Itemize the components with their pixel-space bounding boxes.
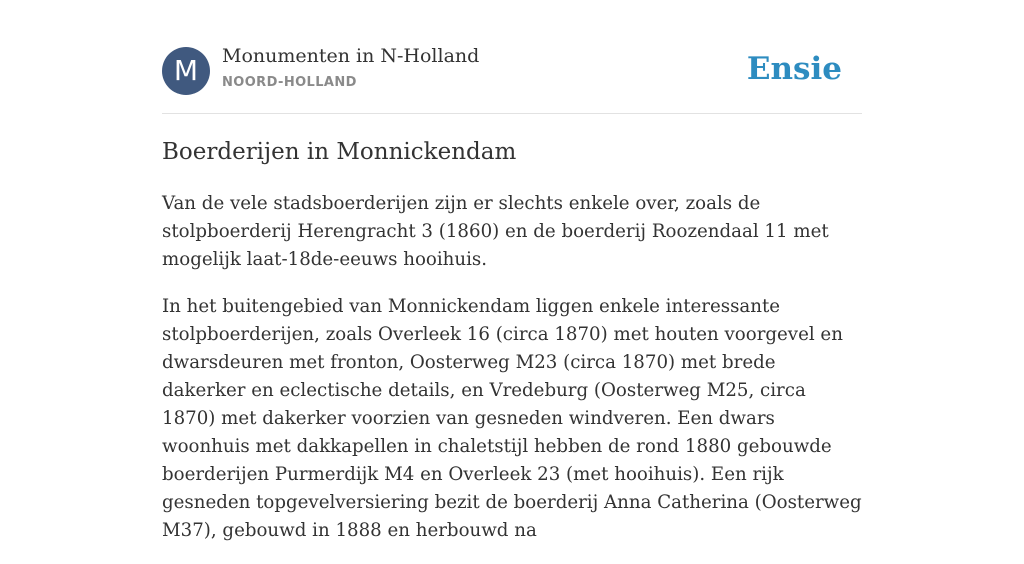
site-subtitle: NOORD-HOLLAND <box>222 75 357 90</box>
article-paragraph: Van de vele stadsboerderijen zijn er slechts enkele over, zoals de stolpboerderij Herengracht 3 (1860) en de boerderij Roozendaal 11 met mogelijk laat-18de-eeuws hooihuis. <box>162 193 829 270</box>
avatar[interactable]: M <box>162 47 210 95</box>
article-paragraph: In het buitengebied van Monnickendam liggen enkele interessante stolpboerderijen, zoals Overleek 16 (circa 1870) met houten voorgevel en dwarsdeuren met fronton, Oosterweg M23 (circa 1870) met brede dakerker en eclectische details, en Vredeburg (Oosterweg M25, circa 1870) met dakerker voorzien van gesneden windveren. Een dwars woonhuis met dakkapellen in chaletstijl hebben de rond 1880 gebouwde boerderijen Purmerdijk M4 en Overleek 23 (met hooihuis). Een rijk gesneden topgevelversiering bezit de boerderij Anna Catherina (Oosterweg M37), gebouwd in 1888 en herbouwd na <box>162 296 862 541</box>
article-body <box>162 190 862 564</box>
site-title[interactable]: Monumenten in N-Holland <box>222 45 480 67</box>
site-header <box>162 0 862 114</box>
content-container <box>162 0 862 541</box>
ensie-logo[interactable]: Ensie <box>746 51 842 87</box>
article-title: Boerderijen in Monnickendam <box>162 139 517 165</box>
